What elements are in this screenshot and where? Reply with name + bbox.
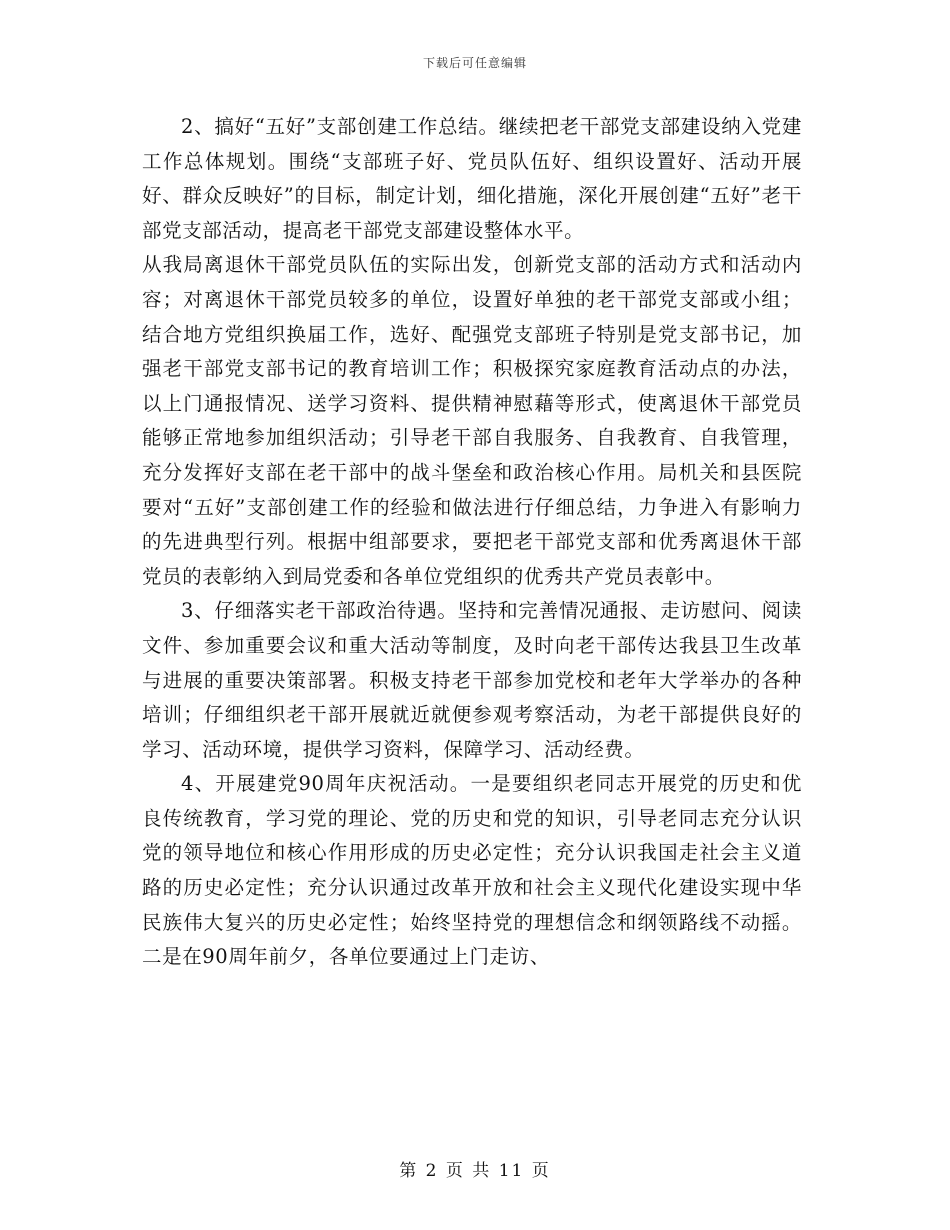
page-header: 下载后可任意编辑: [422, 56, 527, 70]
paragraph-item-2: 2、搞好“五好”支部创建工作总结。继续把老干部党支部建设纳入党建工作总体规划。围绕“支部班子好、党员队伍好、组织设置好、活动开展好、群众反映好”的目标，制定计划，细化措施，深化开展创建“五好”老干部党支部活动，提高老干部党支部建设整体水平。: [142, 115, 802, 242]
document-body: [142, 110, 802, 975]
page-number-footer: 第 2 页 共 11 页: [399, 1161, 551, 1181]
paragraph-item-2-continued: 从我局离退休干部党员队伍的实际出发，创新党支部的活动方式和活动内容；对离退休干部党员较多的单位，设置好单独的老干部党支部或小组；结合地方党组织换届工作，选好、配强党支部班子特别是党支部书记，加强老干部党支部书记的教育培训工作；积极探究家庭教育活动点的办法，以上门通报情况、送学习资料、提供精神慰藉等形式，使离退休干部党员能够正常地参加组织活动；引导老干部自我服务、自我教育、自我管理，充分发挥好支部在老干部中的战斗堡垒和政治核心作用。局机关和县医院要对“五好”支部创建工作的经验和做法进行仔细总结，力争进入有影响力的先进典型行列。根据中组部要求，要把老干部党支部和优秀离退休干部党员的表彰纳入到局党委和各单位党组织的优秀共产党员表彰中。: [142, 253, 802, 588]
paragraph-item-3: 3、仔细落实老干部政治待遇。坚持和完善情况通报、走访慰问、阅读文件、参加重要会议和重大活动等制度，及时向老干部传达我县卫生改革与进展的重要决策部署。积极支持老干部参加党校和老年大学举办的各种培训；仔细组织老干部开展就近就便参观考察活动，为老干部提供良好的学习、活动环境，提供学习资料，保障学习、活动经费。: [142, 599, 802, 761]
paragraph-item-4: 4、开展建党90周年庆祝活动。一是要组织老同志开展党的历史和优良传统教育，学习党的理论、党的历史和党的知识，引导老同志充分认识党的领导地位和核心作用形成的历史必定性；充分认识我国走社会主义道路的历史必定性；充分认识通过改革开放和社会主义现代化建设实现中华民族伟大复兴的历史必定性；始终坚持党的理想信念和纲领路线不动摇。二是在90周年前夕，各单位要通过上门走访、: [142, 772, 802, 969]
